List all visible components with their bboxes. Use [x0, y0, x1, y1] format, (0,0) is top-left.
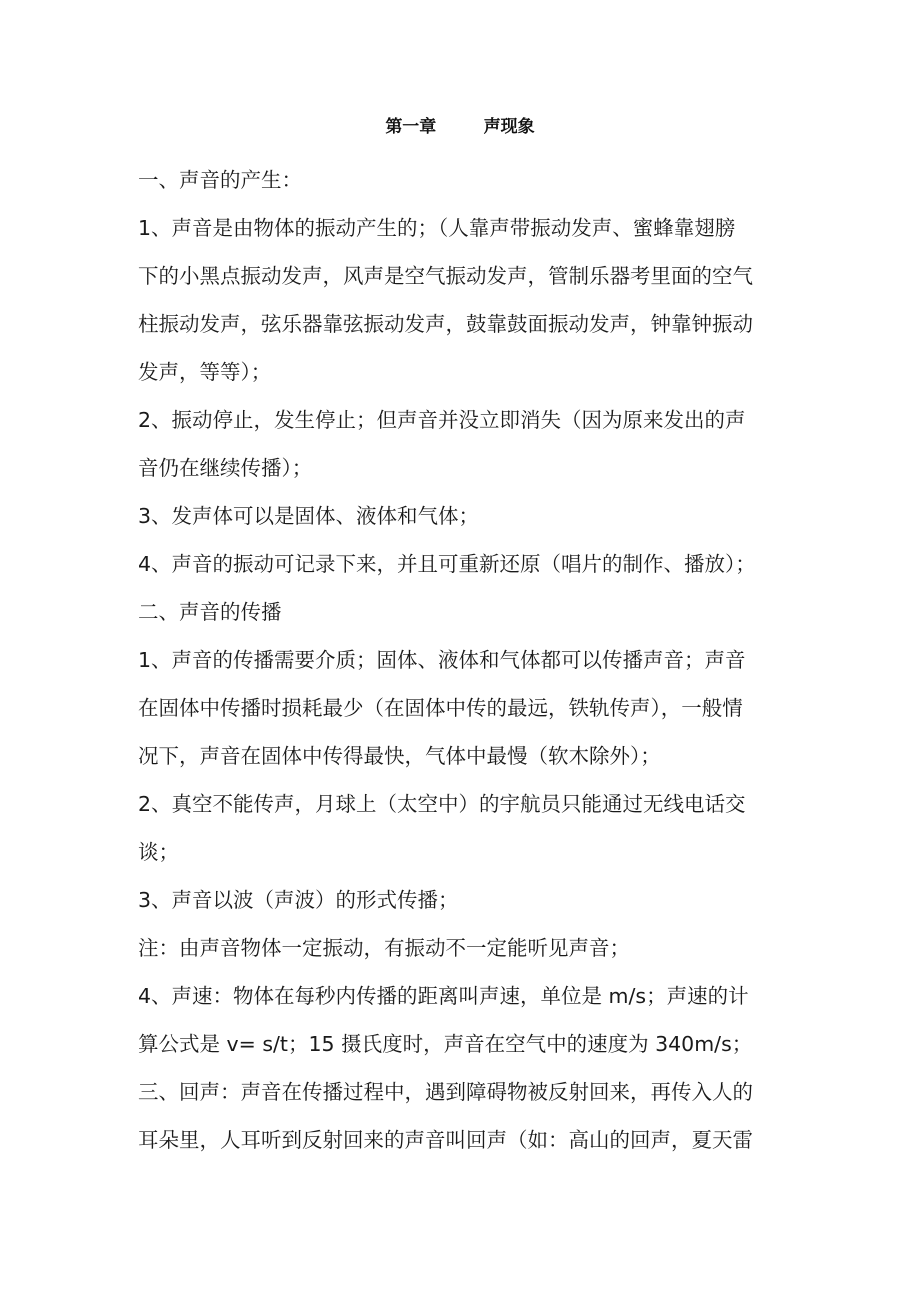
section-heading-sound-production: 一、声音的产生：	[138, 168, 302, 192]
paragraph-line: 4、声音的振动可记录下来，并且可重新还原（唱片的制作、播放）；	[138, 552, 756, 576]
note-line: 注：由声音物体一定振动，有振动不一定能听见声音；	[138, 936, 630, 960]
paragraph-line: 2、真空不能传声，月球上（太空中）的宇航员只能通过无线电话交	[138, 792, 746, 816]
paragraph-line: 3、发声体可以是固体、液体和气体；	[138, 504, 480, 528]
paragraph-line: 下的小黑点振动发声，风声是空气振动发声，管制乐器考里面的空气	[138, 264, 753, 288]
paragraph-line: 算公式是 v= s/t；15 摄氏度时，声音在空气中的速度为 340m/s；	[138, 1032, 753, 1056]
paragraph-line: 3、声音以波（声波）的形式传播；	[138, 888, 459, 912]
paragraph-line: 况下，声音在固体中传得最快，气体中最慢（软木除外）；	[138, 744, 661, 768]
paragraph-line: 在固体中传播时损耗最少（在固体中传的最远，铁轨传声），一般情	[138, 696, 743, 720]
paragraph-line: 音仍在继续传播）；	[138, 456, 313, 480]
paragraph-line: 发声，等等）；	[138, 360, 272, 384]
paragraph-line: 耳朵里，人耳听到反射回来的声音叫回声（如：高山的回声，夏天雷	[138, 1128, 753, 1152]
paragraph-line: 1、声音的传播需要介质；固体、液体和气体都可以传播声音；声音	[138, 648, 746, 672]
paragraph-line: 2、振动停止，发生停止；但声音并没立即消失（因为原来发出的声	[138, 408, 746, 432]
paragraph-line: 柱振动发声，弦乐器靠弦振动发声，鼓靠鼓面振动发声，钟靠钟振动	[138, 312, 753, 336]
section-heading-echo: 三、回声：声音在传播过程中，遇到障碍物被反射回来，再传入人的	[138, 1080, 753, 1104]
chapter-title: 第一章 声现象	[385, 117, 535, 137]
paragraph-line: 谈；	[138, 840, 179, 864]
section-heading-sound-propagation: 二、声音的传播	[138, 600, 282, 624]
paragraph-line: 4、声速：物体在每秒内传播的距离叫声速，单位是 m/s；声速的计	[138, 984, 749, 1008]
paragraph-line: 1、声音是由物体的振动产生的；（人靠声带振动发声、蜜蜂靠翅膀	[138, 216, 736, 240]
